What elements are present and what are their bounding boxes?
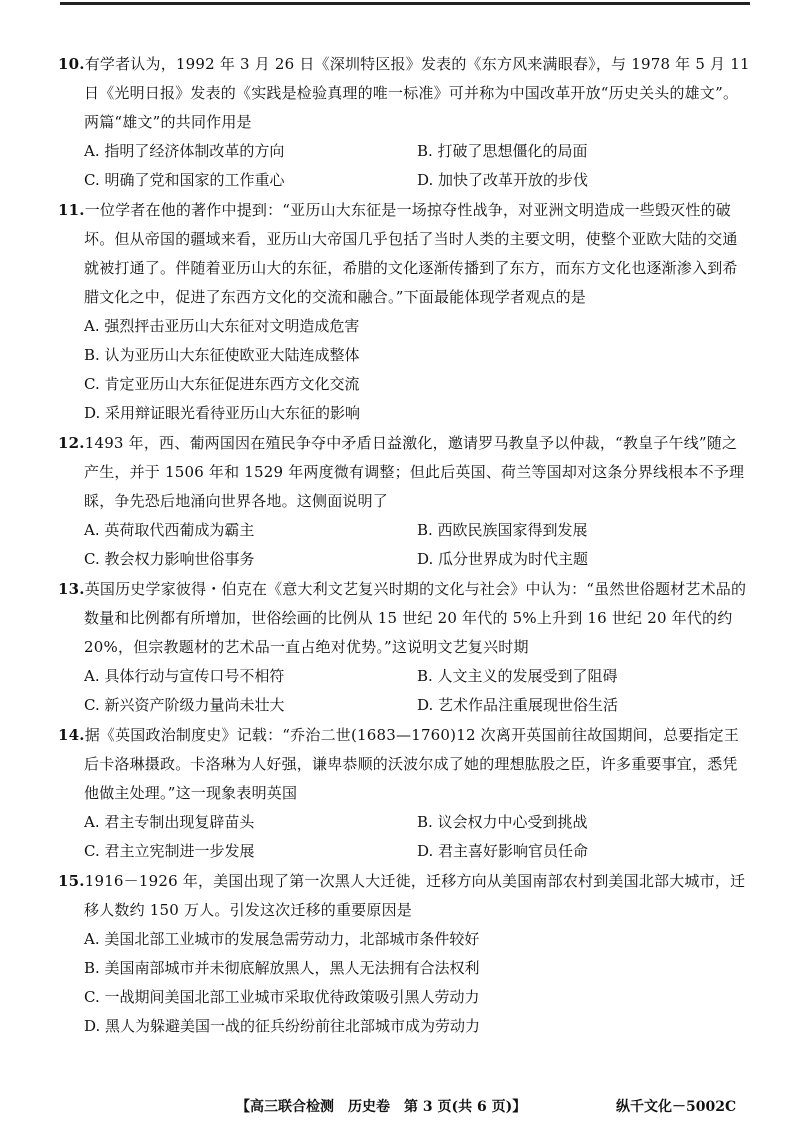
option-row xyxy=(84,516,750,545)
option-d: D. 加快了改革开放的步伐 xyxy=(417,171,589,189)
question-page xyxy=(58,50,750,1042)
option-c: C. 教会权力影响世俗事务 xyxy=(84,550,255,568)
question-13 xyxy=(58,575,750,720)
question-stem xyxy=(58,429,750,516)
option-a: A. 君主专制出现复辟苗头 xyxy=(84,813,255,831)
option-b: B. 打破了思想僵化的局面 xyxy=(417,142,588,160)
option-a: A. 美国北部工业城市的发展急需劳动力，北部城市条件较好 xyxy=(84,930,480,948)
question-stem xyxy=(58,721,750,808)
option-d: D. 采用辩证眼光看待亚历山大东征的影响 xyxy=(84,404,361,422)
question-text: 1916－1926 年，美国出现了第一次黑人大迁徙，迁移方向从美国南部农村到美国北部大城市，迁移人数约 150 万人。引发这次迁移的重要原因是 xyxy=(84,872,746,919)
publisher-code: 纵千文化－5002C xyxy=(616,1099,737,1115)
option-a: A. 强烈抨击亚历山大东征对文明造成危害 xyxy=(84,317,360,335)
question-12 xyxy=(58,429,750,574)
option-row xyxy=(84,166,750,195)
option-c: C. 一战期间美国北部工业城市采取优待政策吸引黑人劳动力 xyxy=(84,988,480,1006)
question-number: 15. xyxy=(58,872,85,890)
option-b: B. 西欧民族国家得到发展 xyxy=(417,521,588,539)
question-stem xyxy=(58,50,750,137)
option-b: B. 议会权力中心受到挑战 xyxy=(417,813,588,831)
question-stem xyxy=(58,575,750,662)
question-text: 有学者认为，1992 年 3 月 26 日《深圳特区报》发表的《东方风来满眼春》，与 1978 年 5 月 11 日《光明日报》发表的《实践是检验真理的唯一标准》可并称为中国改革开放“历史关头的雄文”。两篇“雄文”的共同作用是 xyxy=(84,55,750,131)
option-row xyxy=(84,837,750,866)
option-a: A. 英荷取代西葡成为霸主 xyxy=(84,521,255,539)
question-number: 14. xyxy=(58,726,85,744)
question-stem xyxy=(58,196,750,312)
option-d: D. 黑人为躲避美国一战的征兵纷纷前往北部城市成为劳动力 xyxy=(84,1017,481,1035)
top-rule xyxy=(60,2,750,5)
question-10 xyxy=(58,50,750,195)
option-row xyxy=(84,137,750,166)
option-c: C. 肯定亚历山大东征促进东西方文化交流 xyxy=(84,375,360,393)
question-text: 一位学者在他的著作中提到：“亚历山大东征是一场掠夺性战争，对亚洲文明造成一些毁灭性的破坏。但从帝国的疆域来看，亚历山大帝国几乎包括了当时人类的主要文明，使整个亚欧大陆的交通就被打通了。伴随着亚历山大的东征，希腊的文化逐渐传播到了东方，而东方文化也逐渐渗入到希腊文化之中，促进了东西方文化的交流和融合。”下面最能体现学者观点的是 xyxy=(84,201,738,306)
question-11 xyxy=(58,196,750,428)
option-row xyxy=(84,662,750,691)
option-b: B. 人文主义的发展受到了阻碍 xyxy=(417,667,618,685)
option-b: B. 认为亚历山大东征使欧亚大陆连成整体 xyxy=(84,346,360,364)
option-a: A. 指明了经济体制改革的方向 xyxy=(84,142,285,160)
options xyxy=(58,808,750,866)
question-number: 11. xyxy=(58,201,85,219)
question-text: 英国历史学家彼得・伯克在《意大利文艺复兴时期的文化与社会》中认为：“虽然世俗题材艺术品的数量和比例都有所增加，世俗绘画的比例从 15 世纪 20 年代的 5%上升到 16 世纪 20 年代的约 20%，但宗教题材的艺术品一直占绝对优势。”这说明文艺复兴时期 xyxy=(84,580,747,656)
question-number: 12. xyxy=(58,434,85,452)
option-c: C. 君主立宪制进一步发展 xyxy=(84,842,255,860)
question-15 xyxy=(58,867,750,1041)
option-d: D. 艺术作品注重展现世俗生活 xyxy=(417,696,619,714)
question-number: 10. xyxy=(58,55,85,73)
option-c: C. 明确了党和国家的工作重心 xyxy=(84,171,285,189)
option-row xyxy=(84,808,750,837)
question-text: 1493 年，西、葡两国因在殖民争夺中矛盾日益激化，邀请罗马教皇予以仲裁，“教皇子午线”随之产生，并于 1506 年和 1529 年两度微有调整；但此后英国、荷兰等国却对这条分界线根本不予理睬，争先恐后地涌向世界各地。这侧面说明了 xyxy=(84,434,745,510)
options xyxy=(58,312,750,428)
options xyxy=(58,925,750,1041)
option-a: A. 具体行动与宣传口号不相符 xyxy=(84,667,285,685)
question-stem xyxy=(58,867,750,925)
options xyxy=(58,662,750,720)
options xyxy=(58,137,750,195)
question-number: 13. xyxy=(58,580,85,598)
option-b: B. 美国南部城市并未彻底解放黑人，黑人无法拥有合法权利 xyxy=(84,959,480,977)
option-row xyxy=(84,545,750,574)
option-c: C. 新兴资产阶级力量尚未壮大 xyxy=(84,696,285,714)
exam-info: 【高三联合检测 历史卷 第 3 页(共 6 页)】 xyxy=(236,1099,527,1115)
option-row xyxy=(84,691,750,720)
options xyxy=(58,516,750,574)
option-d: D. 君主喜好影响官员任命 xyxy=(417,842,589,860)
option-d: D. 瓜分世界成为时代主题 xyxy=(417,550,589,568)
question-text: 据《英国政治制度史》记载：“乔治二世(1683—1760)12 次离开英国前往故国期间，总要指定王后卡洛琳摄政。卡洛琳为人好强，谦卑恭顺的沃波尔成了她的理想肱股之臣，许多重要事宜，悉凭他做主处理。”这一现象表明英国 xyxy=(84,726,740,802)
question-14 xyxy=(58,721,750,866)
